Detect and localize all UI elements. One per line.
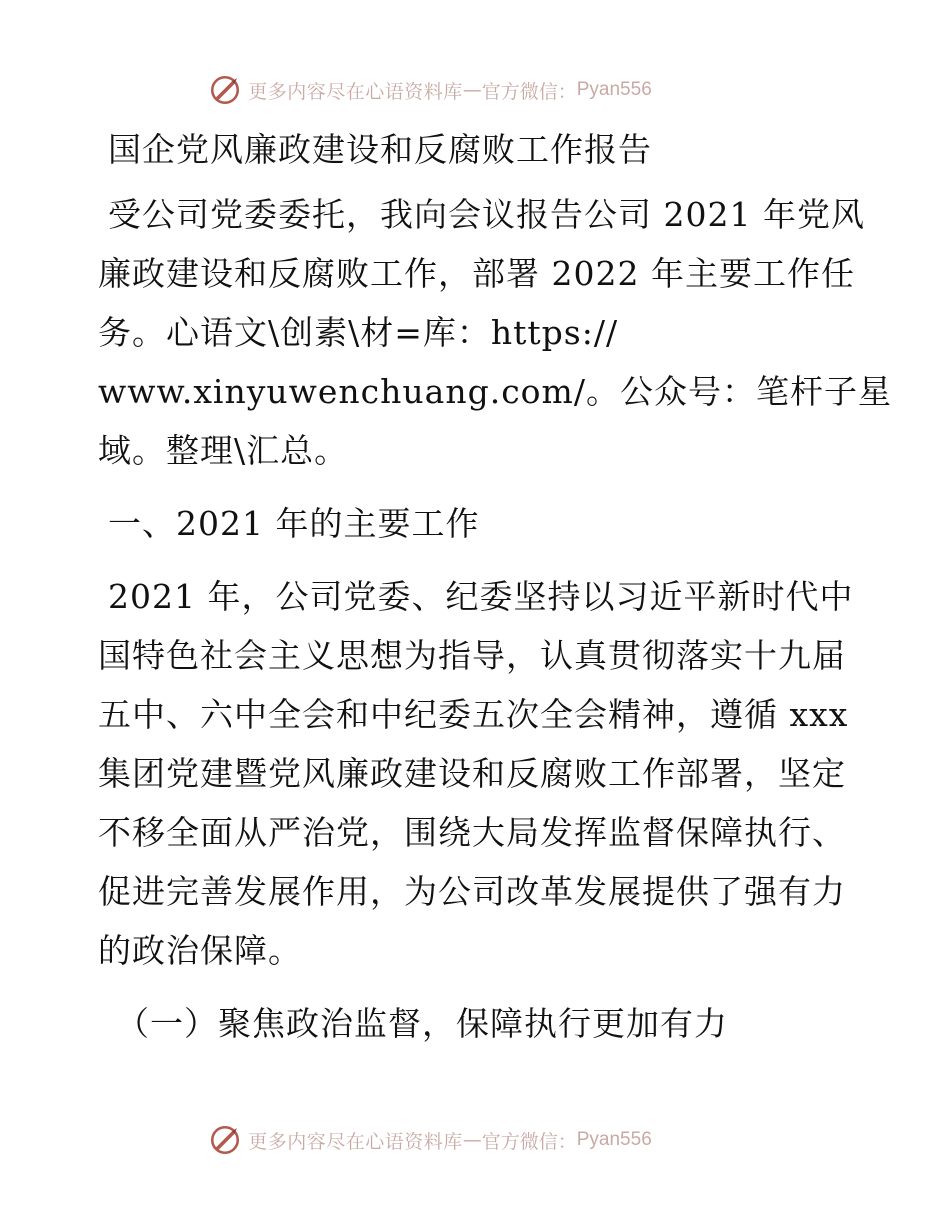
section-paragraph [98,567,858,980]
watermark-label: 官方微信： [481,1130,577,1153]
section-line: 集团党建暨党风廉政建设和反腐败工作部署，坚定 [98,754,846,793]
quill-pen-logo-icon [208,1123,242,1157]
intro-paragraph [98,185,892,480]
watermark-top [0,70,950,110]
subsection-heading: （一）聚焦政治监督，保障执行更加有力 [116,1004,728,1043]
intro-line: 域。整理\汇总。 [98,431,349,470]
section-line: 不移全面从严治党，围绕大局发挥监督保障执行、 [98,813,846,852]
watermark-id: Pyan556 [576,79,652,100]
section-line: 的政治保障。 [98,931,302,970]
watermark-dash: — [462,1129,482,1151]
document-body [98,120,892,1053]
intro-line: www.xinyuwenchuang.com/。公众号：笔杆子星 [98,372,892,411]
section-heading: 一、2021 年的主要工作 [108,504,480,543]
quill-pen-logo-icon [208,73,242,107]
document-title: 国企党风廉政建设和反腐败工作报告 [108,130,652,169]
section-line: 五中、六中全会和中纪委五次全会精神，遵循 xxx [98,695,849,734]
watermark-bottom [0,1120,950,1160]
watermark-dash: — [462,79,482,101]
intro-line: 受公司党委委托，我向会议报告公司 2021 年党风 [108,195,865,234]
watermark-label: 官方微信： [481,80,577,103]
watermark-text: 更多内容尽在心语资料库 [248,1130,463,1153]
section-line: 促进完善发展作用，为公司改革发展提供了强有力 [98,872,846,911]
section-line: 2021 年，公司党委、纪委坚持以习近平新时代中 [108,577,854,616]
watermark-text: 更多内容尽在心语资料库 [248,80,463,103]
intro-line: 廉政建设和反腐败工作，部署 2022 年主要工作任 [98,254,855,293]
section-line: 国特色社会主义思想为指导，认真贯彻落实十九届 [98,636,846,675]
intro-line: 务。心语文\创素\材=库：https:// [98,313,619,352]
watermark-id: Pyan556 [576,1129,652,1150]
